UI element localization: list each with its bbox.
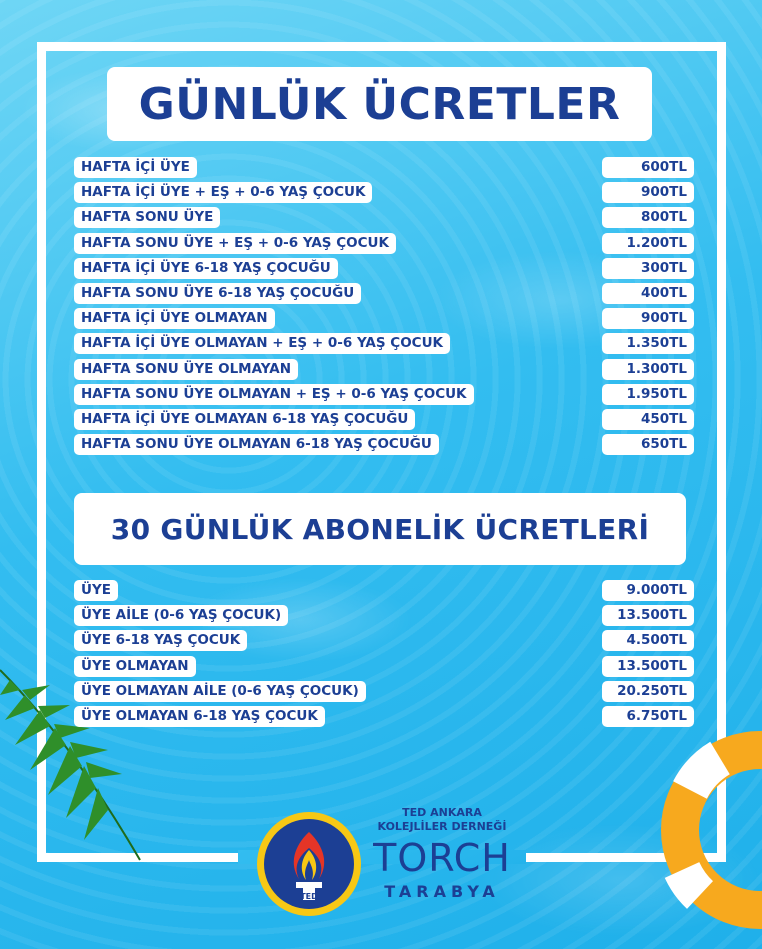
price-row-label: HAFTA İÇİ ÜYE 6-18 YAŞ ÇOCUĞU xyxy=(74,258,338,279)
price-row-value: 300TL xyxy=(602,258,694,279)
brand-name: TORCH xyxy=(373,836,511,880)
price-row-value: 13.500TL xyxy=(602,605,694,626)
logo-area xyxy=(255,800,515,915)
price-row-label: HAFTA İÇİ ÜYE OLMAYAN 6-18 YAŞ ÇOCUĞU xyxy=(74,409,415,430)
price-row xyxy=(74,679,694,704)
price-row-label: ÜYE OLMAYAN 6-18 YAŞ ÇOCUK xyxy=(74,706,325,727)
daily-price-list xyxy=(74,155,694,457)
price-row-label: HAFTA İÇİ ÜYE OLMAYAN xyxy=(74,308,275,329)
price-row-label: ÜYE 6-18 YAŞ ÇOCUK xyxy=(74,630,247,651)
price-row xyxy=(74,578,694,603)
price-row-label: ÜYE OLMAYAN xyxy=(74,656,196,677)
price-row xyxy=(74,432,694,457)
price-row-label: ÜYE xyxy=(74,580,118,601)
price-row-value: 1.200TL xyxy=(602,233,694,254)
monthly-price-list xyxy=(74,578,694,729)
price-row-label: HAFTA SONU ÜYE OLMAYAN xyxy=(74,359,298,380)
price-row-value: 650TL xyxy=(602,434,694,455)
price-row-value: 20.250TL xyxy=(602,681,694,702)
price-row xyxy=(74,281,694,306)
price-row-value: 6.750TL xyxy=(602,706,694,727)
price-row-value: 600TL xyxy=(602,157,694,178)
price-row-value: 900TL xyxy=(602,308,694,329)
price-row xyxy=(74,306,694,331)
price-row-label: HAFTA İÇİ ÜYE xyxy=(74,157,197,178)
price-row-label: HAFTA İÇİ ÜYE OLMAYAN + EŞ + 0-6 YAŞ ÇOCUK xyxy=(74,333,450,354)
swim-ring-decoration xyxy=(660,730,762,930)
ted-emblem-logo xyxy=(257,812,361,916)
subtitle-banner xyxy=(74,493,686,565)
price-row-label: ÜYE AİLE (0-6 YAŞ ÇOCUK) xyxy=(74,605,288,626)
price-row-label: HAFTA İÇİ ÜYE + EŞ + 0-6 YAŞ ÇOCUK xyxy=(74,182,372,203)
price-row-value: 13.500TL xyxy=(602,656,694,677)
price-row-label: HAFTA SONU ÜYE OLMAYAN 6-18 YAŞ ÇOCUĞU xyxy=(74,434,439,455)
brand-location: TARABYA xyxy=(384,882,500,901)
price-row xyxy=(74,231,694,256)
price-row xyxy=(74,382,694,407)
price-row xyxy=(74,205,694,230)
svg-text:TED: TED xyxy=(300,892,318,901)
price-row xyxy=(74,180,694,205)
price-row-value: 1.300TL xyxy=(602,359,694,380)
price-row-label: HAFTA SONU ÜYE 6-18 YAŞ ÇOCUĞU xyxy=(74,283,361,304)
title-banner xyxy=(107,67,652,141)
price-row-value: 4.500TL xyxy=(602,630,694,651)
price-row-label: HAFTA SONU ÜYE OLMAYAN + EŞ + 0-6 YAŞ ÇOCUK xyxy=(74,384,474,405)
price-row xyxy=(74,155,694,180)
price-row-label: ÜYE OLMAYAN AİLE (0-6 YAŞ ÇOCUK) xyxy=(74,681,366,702)
price-row xyxy=(74,603,694,628)
page-title: GÜNLÜK ÜCRETLER xyxy=(138,78,621,130)
torch-flame-icon xyxy=(274,824,344,904)
price-row xyxy=(74,357,694,382)
price-row-value: 9.000TL xyxy=(602,580,694,601)
price-row-value: 450TL xyxy=(602,409,694,430)
price-row xyxy=(74,331,694,356)
price-row-value: 1.950TL xyxy=(602,384,694,405)
section-title: 30 GÜNLÜK ABONELİK ÜCRETLERİ xyxy=(110,512,650,546)
price-row xyxy=(74,628,694,653)
price-row xyxy=(74,407,694,432)
price-row-value: 1.350TL xyxy=(602,333,694,354)
price-row-value: 800TL xyxy=(602,207,694,228)
price-row-value: 400TL xyxy=(602,283,694,304)
price-row-label: HAFTA SONU ÜYE + EŞ + 0-6 YAŞ ÇOCUK xyxy=(74,233,396,254)
price-row xyxy=(74,654,694,679)
organization-name: TED ANKARA KOLEJLİLER DERNEĞİ xyxy=(377,806,507,833)
price-row-value: 900TL xyxy=(602,182,694,203)
price-row xyxy=(74,256,694,281)
price-row xyxy=(74,704,694,729)
price-row-label: HAFTA SONU ÜYE xyxy=(74,207,220,228)
